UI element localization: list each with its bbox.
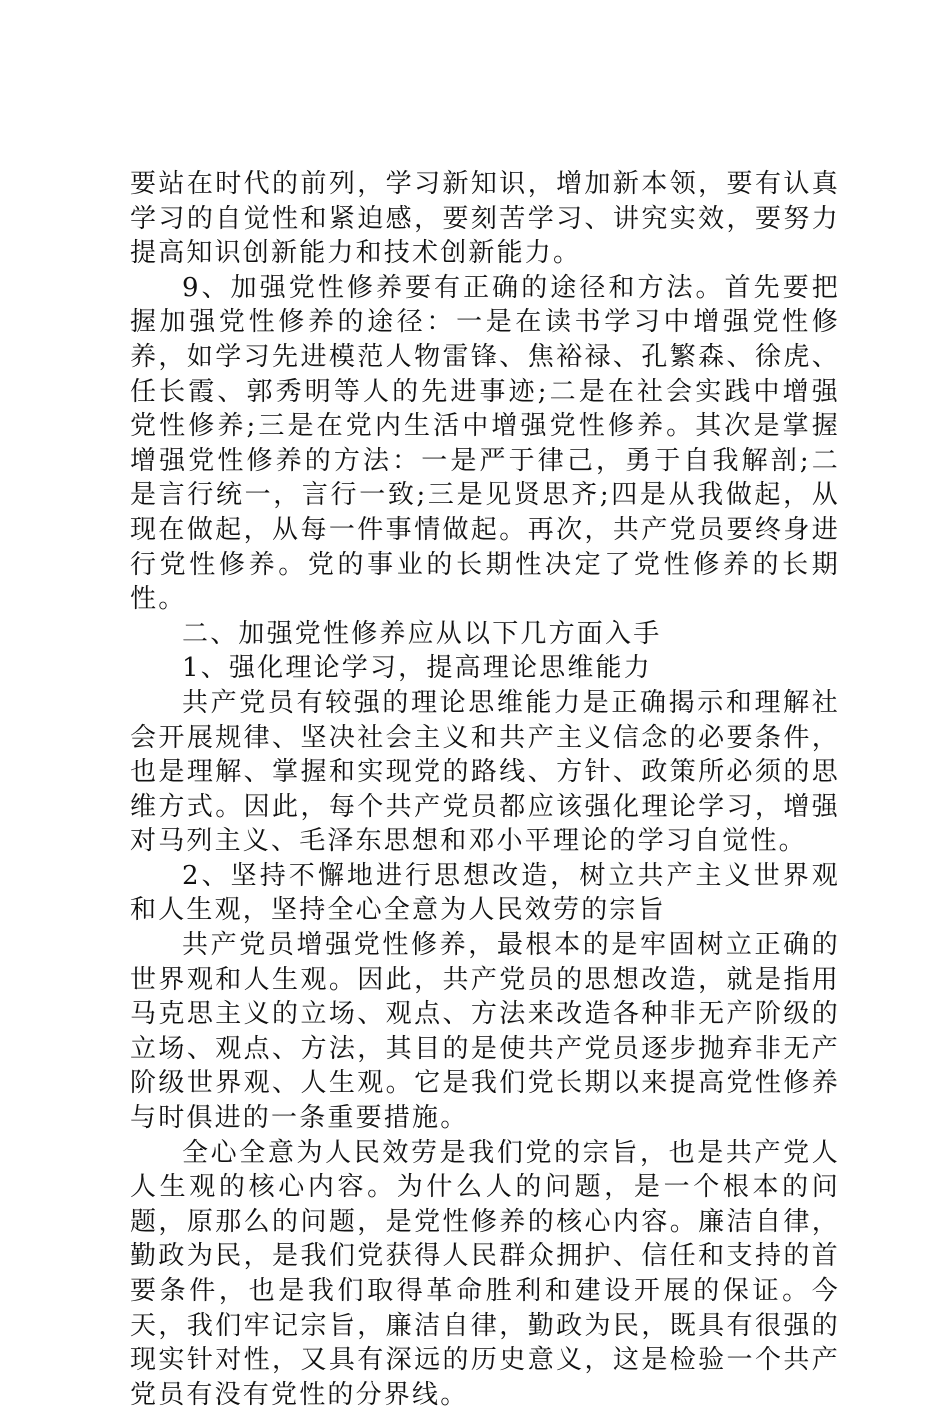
paragraph: 要站在时代的前列，学习新知识，增加新本领，要有认真学习的自觉性和紧迫感，要刻苦学习、讲究实效，要努力提高知识创新能力和技术创新能力。	[130, 169, 840, 269]
paragraph: 共产党员增强党性修养，最根本的是牢固树立正确的世界观和人生观。因此，共产党员的思想改造，就是指用马克思主义的立场、观点、方法来改造各种非无产阶级的立场、观点、方法，其目的是使共产党员逐步抛弃非无产阶级世界观、人生观。它是我们党长期以来提高党性修养与时俱进的一条重要措施。	[130, 930, 840, 1134]
paragraph: 全心全意为人民效劳是我们党的宗旨，也是共产党人人生观的核心内容。为什么人的问题，是一个根本的问题，原那么的问题，是党性修养的核心内容。廉洁自律，勤政为民，是我们党获得人民群众拥护、信任和支持的首要条件，也是我们取得革命胜利和建设开展的保证。今天，我们牢记宗旨，廉洁自律，勤政为民，既具有很强的现实针对性，又具有深远的历史意义，这是检验一个共产党员有没有党性的分界线。	[130, 1137, 840, 1410]
paragraph: 9、加强党性修养要有正确的途径和方法。首先要把握加强党性修养的途径：一是在读书学习中增强党性修养，如学习先进模范人物雷锋、焦裕禄、孔繁森、徐虎、任长霞、郭秀明等人的先进事迹;二是在社会实践中增强党性修养;三是在党内生活中增强党性修养。其次是掌握增强党性修养的方法：一是严于律己，勇于自我解剖;二是言行统一，言行一致;三是见贤思齐;四是从我做起，从现在做起，从每一件事情做起。再次，共产党员要终身进行党性修养。党的事业的长期性决定了党性修养的长期性。	[130, 272, 840, 615]
paragraph: 共产党员有较强的理论思维能力是正确揭示和理解社会开展规律、坚决社会主义和共产主义信念的必要条件，也是理解、掌握和实现党的路线、方针、政策所必须的思维方式。因此，每个共产党员都应该强化理论学习，增强对马列主义、毛泽东思想和邓小平理论的学习自觉性。	[130, 687, 840, 857]
subsection-heading: 1、强化理论学习，提高理论思维能力	[182, 653, 652, 684]
section-heading: 二、加强党性修养应从以下几方面入手	[182, 618, 662, 649]
subsection-heading: 2、坚持不懈地进行思想改造，树立共产主义世界观和人生观，坚持全心全意为人民效劳的宗旨	[130, 860, 840, 926]
document-body	[130, 167, 840, 1412]
